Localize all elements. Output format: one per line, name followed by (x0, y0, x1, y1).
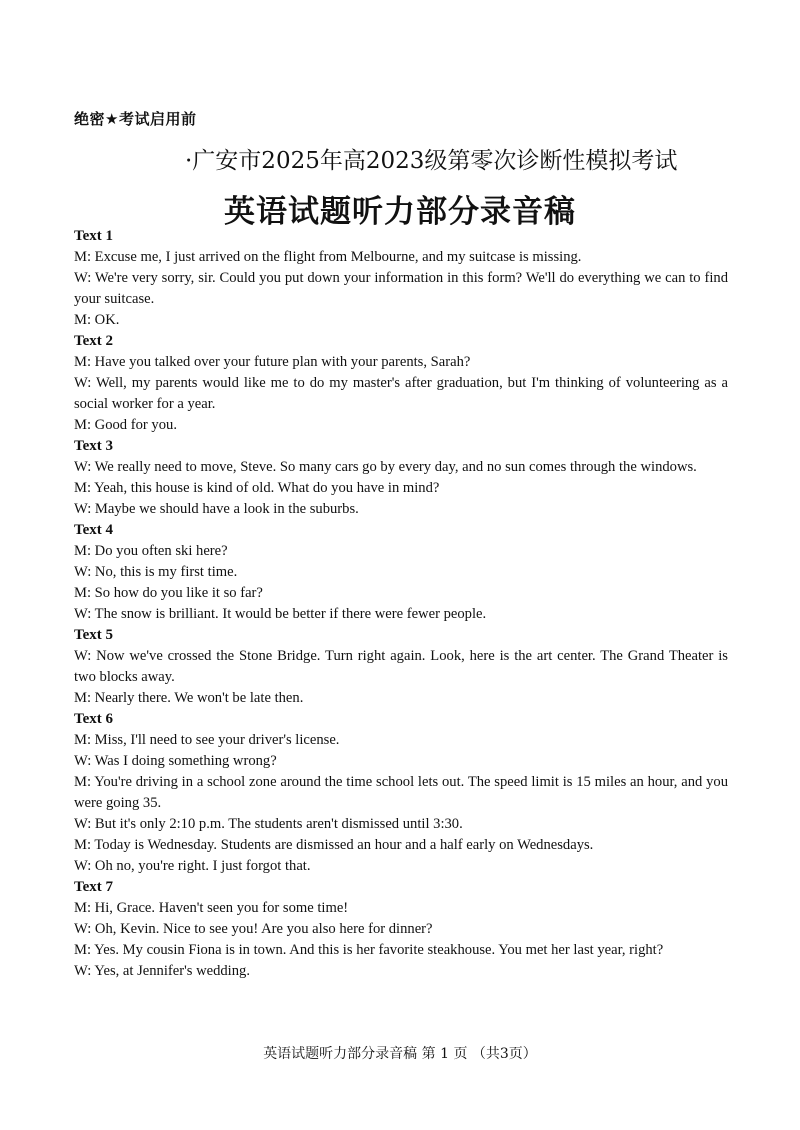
dialogue-line: M: Nearly there. We won't be late then. (74, 690, 304, 706)
dialogue-line: M: Yes. My cousin Fiona is in town. And this is her favorite steakhouse. You met her last year, right? (74, 942, 664, 958)
dialogue-line: M: So how do you like it so far? (74, 585, 263, 601)
dialogue-line: M: OK. (74, 312, 120, 328)
section-heading: Text 7 (74, 879, 114, 895)
dialogue-line: W: We're very sorry, sir. Could you put down your information in this form? We'll do everything we can to find your suitcase. (74, 270, 728, 307)
section-heading: Text 1 (74, 228, 114, 244)
dialogue-line: W: Oh, Kevin. Nice to see you! Are you also here for dinner? (74, 921, 433, 937)
dialogue-line: M: Hi, Grace. Haven't seen you for some time! (74, 900, 349, 916)
dialogue-line: M: Have you talked over your future plan with your parents, Sarah? (74, 354, 471, 370)
dialogue-line: W: No, this is my first time. (74, 564, 238, 580)
dialogue-line: W: The snow is brilliant. It would be better if there were fewer people. (74, 606, 487, 622)
dialogue-line: M: Miss, I'll need to see your driver's license. (74, 732, 340, 748)
page-footer: 英语试题听力部分录音稿 第 1 页 （共3页） (263, 1046, 537, 1062)
dialogue-line: W: Well, my parents would like me to do my master's after graduation, but I'm thinking of volunteering as a social worker for a year. (74, 375, 728, 412)
dialogue-line: M: Excuse me, I just arrived on the flight from Melbourne, and my suitcase is missing. (74, 249, 582, 265)
dialogue-line: M: Yeah, this house is kind of old. What do you have in mind? (74, 480, 440, 496)
dialogue-line: W: Yes, at Jennifer's wedding. (74, 963, 250, 979)
document-title: 英语试题听力部分录音稿 (224, 194, 576, 230)
dialogue-line: W: We really need to move, Steve. So many cars go by every day, and no sun comes through the windows. (74, 459, 697, 475)
dialogue-line: W: Oh no, you're right. I just forgot that. (74, 858, 311, 874)
dialogue-line: M: Today is Wednesday. Students are dismissed an hour and a half early on Wednesdays. (74, 837, 594, 853)
secret-mark: 绝密★考试启用前 (74, 110, 197, 128)
dialogue-line: W: Was I doing something wrong? (74, 753, 277, 769)
dialogue-line: W: But it's only 2:10 p.m. The students aren't dismissed until 3:30. (74, 816, 463, 832)
exam-title: ·广安市2025年高2023级第零次诊断性模拟考试 (185, 148, 678, 174)
section-heading: Text 6 (74, 711, 114, 727)
transcript-body (74, 226, 728, 982)
dialogue-line: W: Maybe we should have a look in the suburbs. (74, 501, 359, 517)
dialogue-line: M: Good for you. (74, 417, 177, 433)
section-heading: Text 4 (74, 522, 114, 538)
section-heading: Text 3 (74, 438, 114, 454)
section-heading: Text 2 (74, 333, 114, 349)
dialogue-line: M: You're driving in a school zone around the time school lets out. The speed limit is 15 miles an hour, and you were going 35. (74, 774, 728, 811)
dialogue-line: M: Do you often ski here? (74, 543, 228, 559)
section-heading: Text 5 (74, 627, 114, 643)
dialogue-line: W: Now we've crossed the Stone Bridge. Turn right again. Look, here is the art center. The Grand Theater is two blocks away. (74, 648, 728, 685)
